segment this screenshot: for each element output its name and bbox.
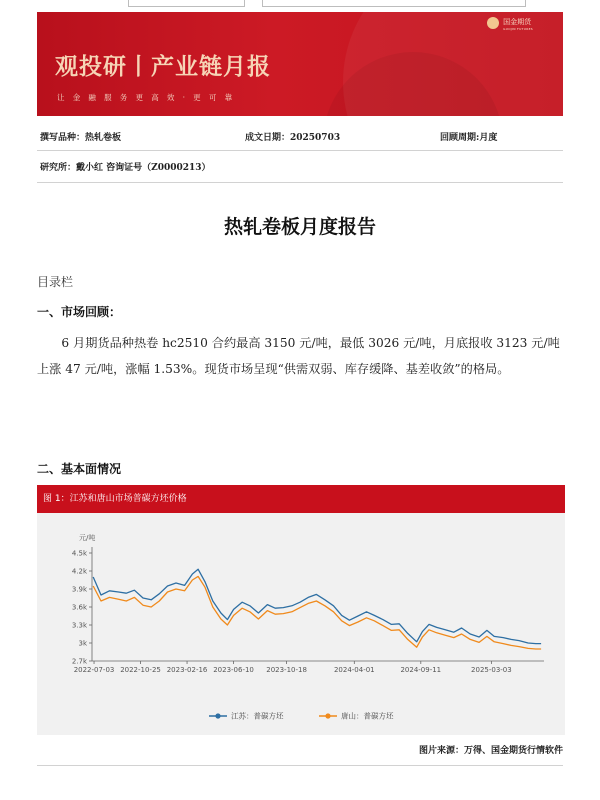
section-heading-market-review: 一、市场回顾：: [37, 305, 122, 319]
figure-source: 图片来源：万得、国金期货行情软件: [418, 746, 563, 756]
y-tick-label: 3k: [78, 639, 87, 648]
meta-researcher: 研究所：戴小红 咨询证号（Z0000213）: [40, 163, 211, 173]
x-tick-label: 2022-07-03: [73, 666, 115, 674]
header-box-right: [262, 0, 526, 7]
report-meta-row: [40, 130, 560, 143]
figure-caption: 图 1：江苏和唐山市场普碳方坯价格: [37, 485, 565, 513]
banner-slogan: 让金融服务更高效·更可靠: [57, 93, 241, 102]
legend-swatch-marker: [215, 713, 220, 718]
x-tick-label: 2025-03-03: [471, 666, 512, 674]
x-tick-label: 2023-06-10: [213, 666, 254, 674]
page-title: 热轧卷板月度报告: [223, 216, 376, 238]
price-chart-figure: [37, 485, 565, 735]
report-banner: [37, 12, 563, 116]
legend-swatch-marker: [325, 713, 330, 718]
meta-variety: 撰写品种：热轧卷板: [40, 133, 122, 143]
y-tick-label: 4.5k: [71, 549, 87, 558]
x-tick-label: 2022-10-25: [120, 666, 161, 674]
company-logo: [487, 17, 533, 31]
logo-name: 国金期货: [503, 18, 532, 26]
series-line-tangshan: [93, 576, 541, 649]
market-review-paragraph: 6 月期货品种热卷 hc2510 合约最高 3150 元/吨，最低 3026 元/吨，月底报收 3123 元/吨上涨 47 元/吨，涨幅 1.53%。现货市场呈现“供需双弱、库存缓降、基差收敛”的格局。: [37, 336, 560, 376]
logo-english-name: GUOJIN FUTURES: [503, 27, 533, 31]
meta-period: 回顾周期:月度: [440, 133, 498, 143]
legend-label: 江苏：普碳方坯: [231, 711, 284, 721]
series-line-jiangsu: [93, 569, 541, 643]
divider: [37, 182, 563, 183]
y-tick-label: 3.6k: [71, 603, 87, 612]
legend-label: 唐山：普碳方坯: [341, 711, 394, 721]
divider: [37, 150, 563, 151]
logo-mark-icon: [487, 17, 499, 29]
x-tick-label: 2023-10-18: [266, 666, 307, 674]
top-strip: [0, 0, 600, 12]
y-tick-label: 3.3k: [71, 621, 87, 630]
section-heading-fundamentals: 二、基本面情况: [37, 462, 122, 476]
divider: [37, 765, 563, 766]
table-of-contents-link[interactable]: 目录栏: [37, 275, 74, 289]
header-box-left: [128, 0, 245, 7]
banner-title: 观投研丨产业链月报: [55, 54, 271, 80]
y-tick-label: 3.9k: [71, 585, 87, 594]
y-tick-label: 2.7k: [71, 657, 87, 666]
y-tick-label: 4.2k: [71, 567, 87, 576]
meta-date: 成文日期：20250703: [245, 133, 341, 143]
x-tick-label: 2024-04-01: [333, 666, 375, 674]
price-line-chart: [37, 513, 565, 735]
y-axis-label: 元/吨: [79, 534, 96, 542]
x-tick-label: 2024-09-11: [400, 666, 442, 674]
x-tick-label: 2023-02-16: [166, 666, 208, 674]
